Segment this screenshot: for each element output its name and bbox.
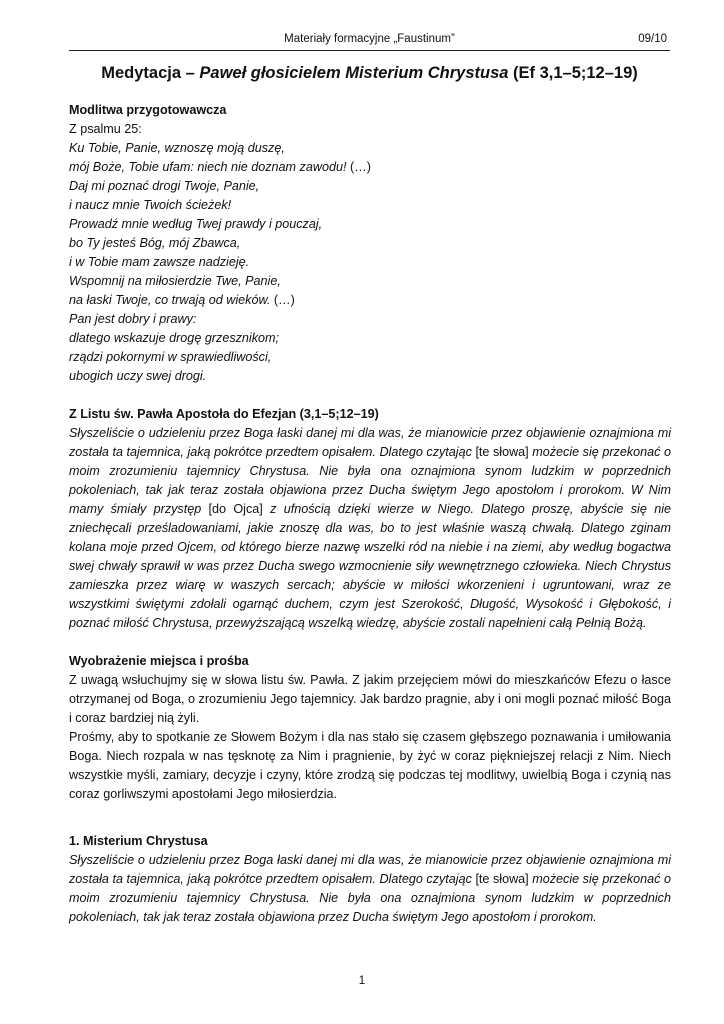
letter-insert: [do Ojca] bbox=[208, 502, 263, 516]
letter-insert: [te słowa] bbox=[475, 445, 529, 459]
title-suffix: (Ef 3,1–5;12–19) bbox=[508, 64, 638, 82]
page-number: 1 bbox=[358, 975, 366, 987]
prayer-section bbox=[69, 101, 671, 386]
header-page-ref: 09/10 bbox=[638, 33, 667, 45]
prayer-line bbox=[69, 272, 671, 291]
prayer-line-text: Pan jest dobry i prawy: bbox=[69, 312, 197, 326]
prayer-line bbox=[69, 291, 671, 310]
letter-text bbox=[69, 424, 671, 633]
prayer-line bbox=[69, 310, 671, 329]
letter-heading: Z Listu św. Pawła Apostoła do Efezjan (3,1–5;12–19) bbox=[69, 407, 379, 421]
prayer-line-text: i w Tobie mam zawsze nadzieję. bbox=[69, 255, 250, 269]
mystery-insert: [te słowa] bbox=[475, 872, 529, 886]
document-title bbox=[69, 64, 670, 83]
title-prefix: Medytacja – bbox=[101, 64, 200, 82]
mystery-section bbox=[69, 832, 671, 927]
letter-text-part: możecie się przekonać o moim zrozumieniu tajemnicy Chrystusa. Nie była ona oznajmiona synom ludzkim w poprzednich pokoleniach, tak jak teraz została objawiona przez Ducha świętym Jego apostołom i prorokom. W Nim mamy śmiały przystęp bbox=[69, 445, 671, 516]
place-paragraph-1: Z uwagą wsłuchujmy się w słowa listu św. Pawła. Z jakim przejęciem mówi do mieszkańców Efezu o łasce otrzymanej od Boga, o zrozumieniu Jego tajemnicy. Jak bardzo pragnie, aby i oni mogli poznać miłość Boga i coraz bardziej nią żyli. bbox=[69, 673, 671, 725]
letter-text-part: z ufnością dzięki wierze w Niego. Dlatego proszę, abyście się nie zniechęcali prześladowaniami, jakie znoszę dla was, bo to jest właśnie waszą chwałą. Dlatego zginam kolana moje przed Ojcem, od którego bierze nazwę wszelki ród na niebie i na ziemi, aby według bogactwa swej chwały sprawił w was przez Ducha swego wzmocnienie siły wewnętrznego człowieka. Niech Chrystus zamieszka przez wiarę w waszych sercach; abyście w miłości wkorzenieni i ugruntowani, wraz ze wszystkimi świętymi zdołali ogarnąć duchem, czym jest Szerokość, Długość, Wysokość i Głębokość, i poznać miłość Chrystusa, przewyższającą wszelką wiedzę, abyście zostali napełnieni całą Pełnią Bożą. bbox=[69, 502, 671, 630]
prayer-line bbox=[69, 139, 671, 158]
place-section bbox=[69, 652, 671, 804]
prayer-line-text: Ku Tobie, Panie, wznoszę moją duszę, bbox=[69, 141, 285, 155]
prayer-line bbox=[69, 329, 671, 348]
prayer-ellipsis: (…) bbox=[346, 160, 371, 174]
prayer-line bbox=[69, 348, 671, 367]
prayer-line-text: Daj mi poznać drogi Twoje, Panie, bbox=[69, 179, 260, 193]
letter-text-part: Słyszeliście o udzieleniu przez Boga łaski danej mi dla was, że mianowicie przez objawienie oznajmiona mi została ta tajemnica, jaką pokrótce przedtem opisałem. Dlatego czytając bbox=[69, 426, 671, 459]
prayer-line bbox=[69, 177, 671, 196]
prayer-line bbox=[69, 215, 671, 234]
mystery-text-part: możecie się przekonać o moim zrozumieniu tajemnicy Chrystusa. Nie była ona oznajmiona synom ludzkim w poprzednich pokoleniach, tak jak teraz została objawiona przez Ducha świętym Jego apostołom i prorokom. bbox=[69, 872, 671, 924]
prayer-line-text: bo Ty jesteś Bóg, mój Zbawca, bbox=[69, 236, 241, 250]
header-title: Materiały formacyjne „Faustinum” bbox=[284, 33, 455, 45]
mystery-heading: 1. Misterium Chrystusa bbox=[69, 834, 208, 848]
prayer-line bbox=[69, 196, 671, 215]
prayer-line bbox=[69, 158, 671, 177]
prayer-line-text: rządzi pokornymi w sprawiedliwości, bbox=[69, 350, 272, 364]
mystery-text bbox=[69, 851, 671, 927]
mystery-text-part: Słyszeliście o udzieleniu przez Boga łaski danej mi dla was, że mianowicie przez objawienie oznajmiona mi została ta tajemnica, jaką pokrótce przedtem opisałem. Dlatego czytając bbox=[69, 853, 671, 886]
prayer-line-text: i naucz mnie Twoich ścieżek! bbox=[69, 198, 232, 212]
title-italic: Paweł głosicielem Misterium Chrystusa bbox=[199, 64, 509, 82]
prayer-line-text: Wspomnij na miłosierdzie Twe, Panie, bbox=[69, 274, 281, 288]
prayer-line-text: Prowadź mnie według Twej prawdy i pouczaj, bbox=[69, 217, 323, 231]
prayer-line bbox=[69, 253, 671, 272]
prayer-heading: Modlitwa przygotowawcza bbox=[69, 103, 227, 117]
prayer-line-text: ubogich uczy swej drogi. bbox=[69, 369, 207, 383]
letter-section bbox=[69, 405, 671, 633]
prayer-source: Z psalmu 25: bbox=[69, 122, 142, 136]
place-paragraph-2: Prośmy, aby to spotkanie ze Słowem Bożym i dla nas stało się czasem głębszego poznawania i umiłowania Boga. Niech rozpala w nas tęsknotę za Nim i pragnienie, by żyć w coraz piękniejszej relacji z Nim. Niech wszystkie myśli, zamiary, decyzje i czyny, które zrodzą się podczas tej modlitwy, uwielbią Boga i czynią nas coraz gorliwszymi apostołami Jego miłosierdzia. bbox=[69, 730, 671, 801]
prayer-line-text: dlatego wskazuje drogę grzesznikom; bbox=[69, 331, 280, 345]
prayer-line bbox=[69, 234, 671, 253]
document-body bbox=[69, 101, 671, 946]
prayer-line-text: mój Boże, Tobie ufam: niech nie doznam zawodu! bbox=[69, 160, 347, 174]
prayer-line-text: na łaski Twoje, co trwają od wieków. bbox=[69, 293, 271, 307]
page-header bbox=[69, 30, 670, 51]
prayer-ellipsis: (…) bbox=[270, 293, 295, 307]
place-heading: Wyobrażenie miejsca i prośba bbox=[69, 654, 249, 668]
prayer-line bbox=[69, 367, 671, 386]
